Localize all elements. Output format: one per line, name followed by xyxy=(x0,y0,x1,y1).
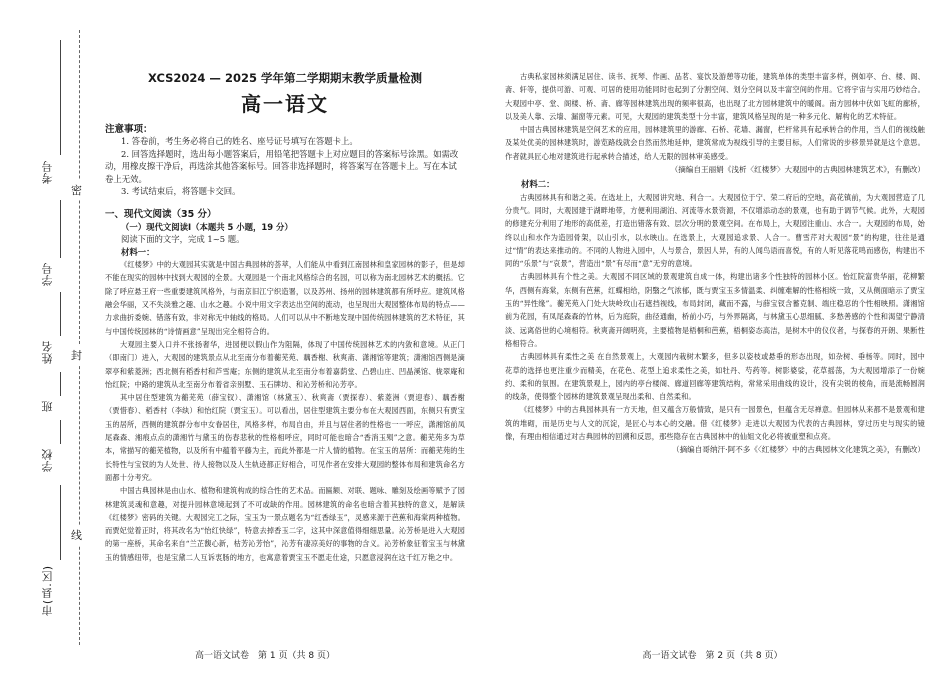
blank-line xyxy=(60,420,61,444)
label-student-number: 学号 xyxy=(41,262,54,286)
blank-line xyxy=(60,200,61,258)
material-label: 材料一： xyxy=(121,246,155,257)
blank-line xyxy=(60,485,61,560)
left-content xyxy=(105,70,465,564)
label-school: 学校 xyxy=(41,448,54,472)
exam-title: XCS2024 — 2025 学年第二学期期末教学质量检测 xyxy=(148,71,422,85)
source-citation: （摘编自哥纳汗·阿不多《〈红楼梦〉中的古典园林文化建筑之美》，有删改） xyxy=(672,445,925,455)
instruction: 阅读下面的文字，完成 1~5 题。 xyxy=(121,233,245,244)
subsection-title: （一）现代文阅读Ⅰ（本题共 5 小题，19 分） xyxy=(121,221,293,232)
right-content xyxy=(505,70,925,458)
note-item: 1. 答卷前，考生务必将自己的姓名、座号证号填写在答题卡上。 xyxy=(121,136,358,146)
note-item: 2. 回答选择题时，选出每小题答案后，用铅笔把答题卡上对应题目的答案标号涂黑。如需改动，用橡皮擦干净后，再选涂其他答案标号。回答非选择题时，将答案写在答题卡上。写在本试卷上无效。 xyxy=(105,148,459,184)
material-label: 材料二： xyxy=(521,179,555,190)
seal-line xyxy=(79,30,80,645)
page-footer: 高一语文试卷 第 1 页（共 8 页） xyxy=(195,651,335,661)
section-title: 一、现代文阅读（35 分） xyxy=(105,208,217,220)
page-footer: 高一语文试卷 第 2 页（共 8 页） xyxy=(642,651,783,661)
blank-line xyxy=(60,292,61,336)
subject-title: 高一语文 xyxy=(241,92,329,116)
material1-paragraph: 其中居住型建筑为蘅芜苑（薛宝钗）、潇湘馆（林黛玉）、秋爽斋（贾探春）、紫菱洲（贾迎春）、藕香榭（贾惜春）、稻香村（李纨）和怡红院（贾宝玉）。可以看出，居住型建筑主要分布在大观园西面，东侧只有贾宝玉的居所，西侧的建筑群分布中女眷居住，风格多样，布局自由，并且与居住者的性格也一一呼应，潇湘馆前凤尾森森、湘痕点点的潇湘竹与黛玉的伤春悲秋的性格相呼应，同时可能也暗合“香消玉殒”之意。蘅芜苑多为草本，常描写的蘅芜植物，以及所有中蕴着平藤为主，而此外都是一片人情的植物。在宝玉的居所：而蘅芜苑的生长特性与宝钗的为人处世、待人接物以及人生轨迹都正好相合，可见作者在安排大观园的整体布局和建筑命名方面都十分考究。 xyxy=(105,393,465,482)
source-citation: （摘编自王丽娟《浅析〈红楼梦〉大观园中的古典园林建筑艺术》，有删改） xyxy=(670,165,925,175)
label-city: 市(县.区) xyxy=(41,565,54,617)
blank-line xyxy=(60,372,61,396)
material1-paragraph: 《红楼梦》中的大观园其实就是中国古典园林的荟萃，人们能从中看到江南园林和皇家园林的影子，但是却不能在现实的园林中找到大观园的全景。大观园是一个南北风格综合的名园，可以称为南北园林艺术的概括。它除了呼应悬王府一些重要建筑风格外，与南京旧江宁织造署，以及苏州、扬州的园林建筑都有所呼应。建筑风格融会华丽，又不失淡雅之趣、山水之趣。小说中用文字表达出空间的流动，也呈现出大观园整体布局的特点——力求曲折委婉、错落有致，非对称无中轴线的格局。人们可以从中不断地发现中国传统园林建筑的艺术特征，其与中国传统园林的“诗情画意”呈现出完全相符合的。 xyxy=(105,260,465,336)
page-2 xyxy=(475,0,950,673)
seal-char-mi: 密 xyxy=(71,180,82,200)
seal-char-xian: 线 xyxy=(71,525,82,545)
label-name: 姓名 xyxy=(41,340,54,364)
notes-heading: 注意事项： xyxy=(105,124,153,135)
material2-paragraph: 古典园林具有个性之美。大观园不同区域的景观建筑自成一体，构建出诸多个性独特的园林小区。怡红院富贵华丽，花柳繁华，西侧有海棠，东侧有芭蕉，红蝶相给，阴翳之气浓郁，既与贾宝玉多情温柔、纠缠难解的性格相统一致，又从侧面暗示了贾宝玉的“异性缘”。蘅芜苑入门处大块岭玫山石遮挡视线，布局封闭，藏而不露，与薛宝钗含蓄克制、端庄稳忍的个性相映照。潇湘馆前为花园，有凤尾森森的竹林，后为庭院，曲径通幽，桥前小巧，与外界隔离，与林黛玉心思细腻、多愁善感的个性和渴望宁静清淡、远离俗世的心境相符。秋爽斋开阔明亮，主要植物是梧桐和芭蕉，梧桐姿态高洁，是树木中的仪仪者，与探春的开朗、果断性格相符合。 xyxy=(505,272,925,348)
material2-paragraph: 古典园林具有和谐之美。在选址上，大观园讲究地、利合一。大观园位于宁、荣二府后的空地，高花镇前，为大观园营造了几分贵气。同时，大观园建于湖畔地带，方便利用湖泊、河流等水景资源，不仅增添动态的景观，也有助于调节气候。此外，大观园的修建充分利用了地形的高低差，打造出错落有致、层次分明的景观空间。在布局上，大观园注重山、水合一。大观园的布局，始终以山和水作为造园骨架，以山引水，以水映山。在选景上，大观园追求景、人合一。曹雪芹对大观园“景”的构建，往往是通过“情”的表达来推动的。不同的人物进入园中，人与景合，景因人异，有的人闻鸟语而喜悦，有的人听见落花鸣而感伤，构建出不同的“乐景”与“哀景”，营造出“景”有尽而“意”无穷的意境。 xyxy=(505,192,925,269)
note-item: 3. 考试结束后，将答题卡交回。 xyxy=(121,186,241,197)
seal-char-feng: 封 xyxy=(71,345,82,365)
material1-paragraph: 大观园主要入口并不张扬奢华，进园便以假山作为阻隔，体现了中国传统园林艺术的内敛和意境。从正门（即南门）进入，大观园的建筑景点从北至南分布着蘅芜苑、藕香榭、秋爽斋、潇湘馆等建筑；潇湘馆西侧是滴翠亭和紫菱洲；西北侧有稻香村和芦雪庵；东侧的建筑从北至南分布着嘉荫堂、凸碧山庄、凹晶溪馆、栊翠庵和怡红院；中路的建筑从北至南分布着省亲别墅、玉石牌坊、和沁芳桥和沁芳亭。 xyxy=(105,339,465,389)
binding-strip xyxy=(0,0,98,673)
material1-paragraph: 古典私家园林须满足居住、读书、抚琴、作画、品茗、宴饮及游憩等功能，建筑单体的类型丰富多样，例如亭、台、楼、阁、斋、轩等，提供可游、可观、可居的使用功能同时也起到了分割空间、划分空间以及丰富空间的作用。它将宇宙与实用巧妙结合。大观园中亭、堂、阁楼、桥、斋、廊等园林建筑出现的频率很高，也出现了北方园林建筑中的暖阁。南方园林中伏如飞虹的廊桥，以及美人靠、云墙、漏窗等元素。可见，大观园的建筑类型十分丰富，建筑风格呈现的是一种多元化、解构化的艺术特征。 xyxy=(505,72,925,121)
blank-line xyxy=(60,40,61,155)
material2-paragraph: 《红楼梦》中的古典园林具有一方天地，但又蕴含万般情致，是只有一园景色，但蕴含无尽禅意。但园林从来都不是景观和建筑的堆砌，而是历史与人文的沉淀，是匠心与本心的交融。借《红楼梦》走进以大观园为代表的古典园林，穿过历史与现实的镜像，有理由相信通过对古典园林的回溯和反思，那些隐存在古典园林中的仙姐文化必将被重塑和点亮。 xyxy=(505,405,925,442)
material1-paragraph: 中国古典园林建筑是空间艺术的应用，园林建筑里的游廊、石桥、花墙、漏窗，栏杆常具有起承转合的作用，当人们的视线触及某处优美的园林建筑时，游览路线就会自然而然地延伸，建筑常成为视线引导的主要目标，人们常说的步移景异就是这个意思。作者就具匠心地对建筑进行起承转合描述，给人无限的园林审美感受。 xyxy=(505,125,925,161)
label-class: 班 xyxy=(41,400,54,412)
material2-paragraph: 古典园林具有柔性之美 在自然景观上，大观园内栽树木繁多，但多以姿枝或悬垂的形态出现，如杂树、垂杨等。同时，园中花草的选择也更注重少而精美，在花色、花型上追求柔性之美，如牡丹、芍药等。树影婆娑，花草摇荡，为大观园增添了一份婉约、柔和的氛围。在建筑景观上，园内的亭台楼阁、廊道回廊等建筑结构，常常采用曲线的设计，没有尖锐的棱角，而是流畅圆润的线条，使得整个园林的建筑景观呈现出柔和、自然柔和。 xyxy=(505,352,925,402)
label-exam-number: 考号 xyxy=(41,160,54,184)
material1-paragraph: 中国古典园林是由山水、植物和建筑构成的综合性的艺术品。而匾额、对联、题咏、雕刻及绘画等赋予了园林建筑灵魂和意趣，对提升园林意境起到了不可或缺的作用。园林建筑的命名也暗含着其独特的意义，是解读《红楼梦》密码的关键。大观园完工之际，宝玉为一景点题名为“红香绿玉”，灵感来源于芭蕉和海棠两种植物。而贾妃觉着正时，将其改名为“怡红快绿”，特意去掉香玉二字，这其中深意值得细细思量。沁芳桥是进入大观园的第一座桥，其命名来自“兰芷馥心新，枯芳沁芳怡”，沁芳有凄凉美好的事物的含义。沁芳桥象征着宝玉与林黛玉的情感纽带，也是宝黛二人互诉衷肠的地方，也寓意着贾宝玉不愿走仕途，只愿意浸润在这千红万艳之中。 xyxy=(105,486,465,562)
